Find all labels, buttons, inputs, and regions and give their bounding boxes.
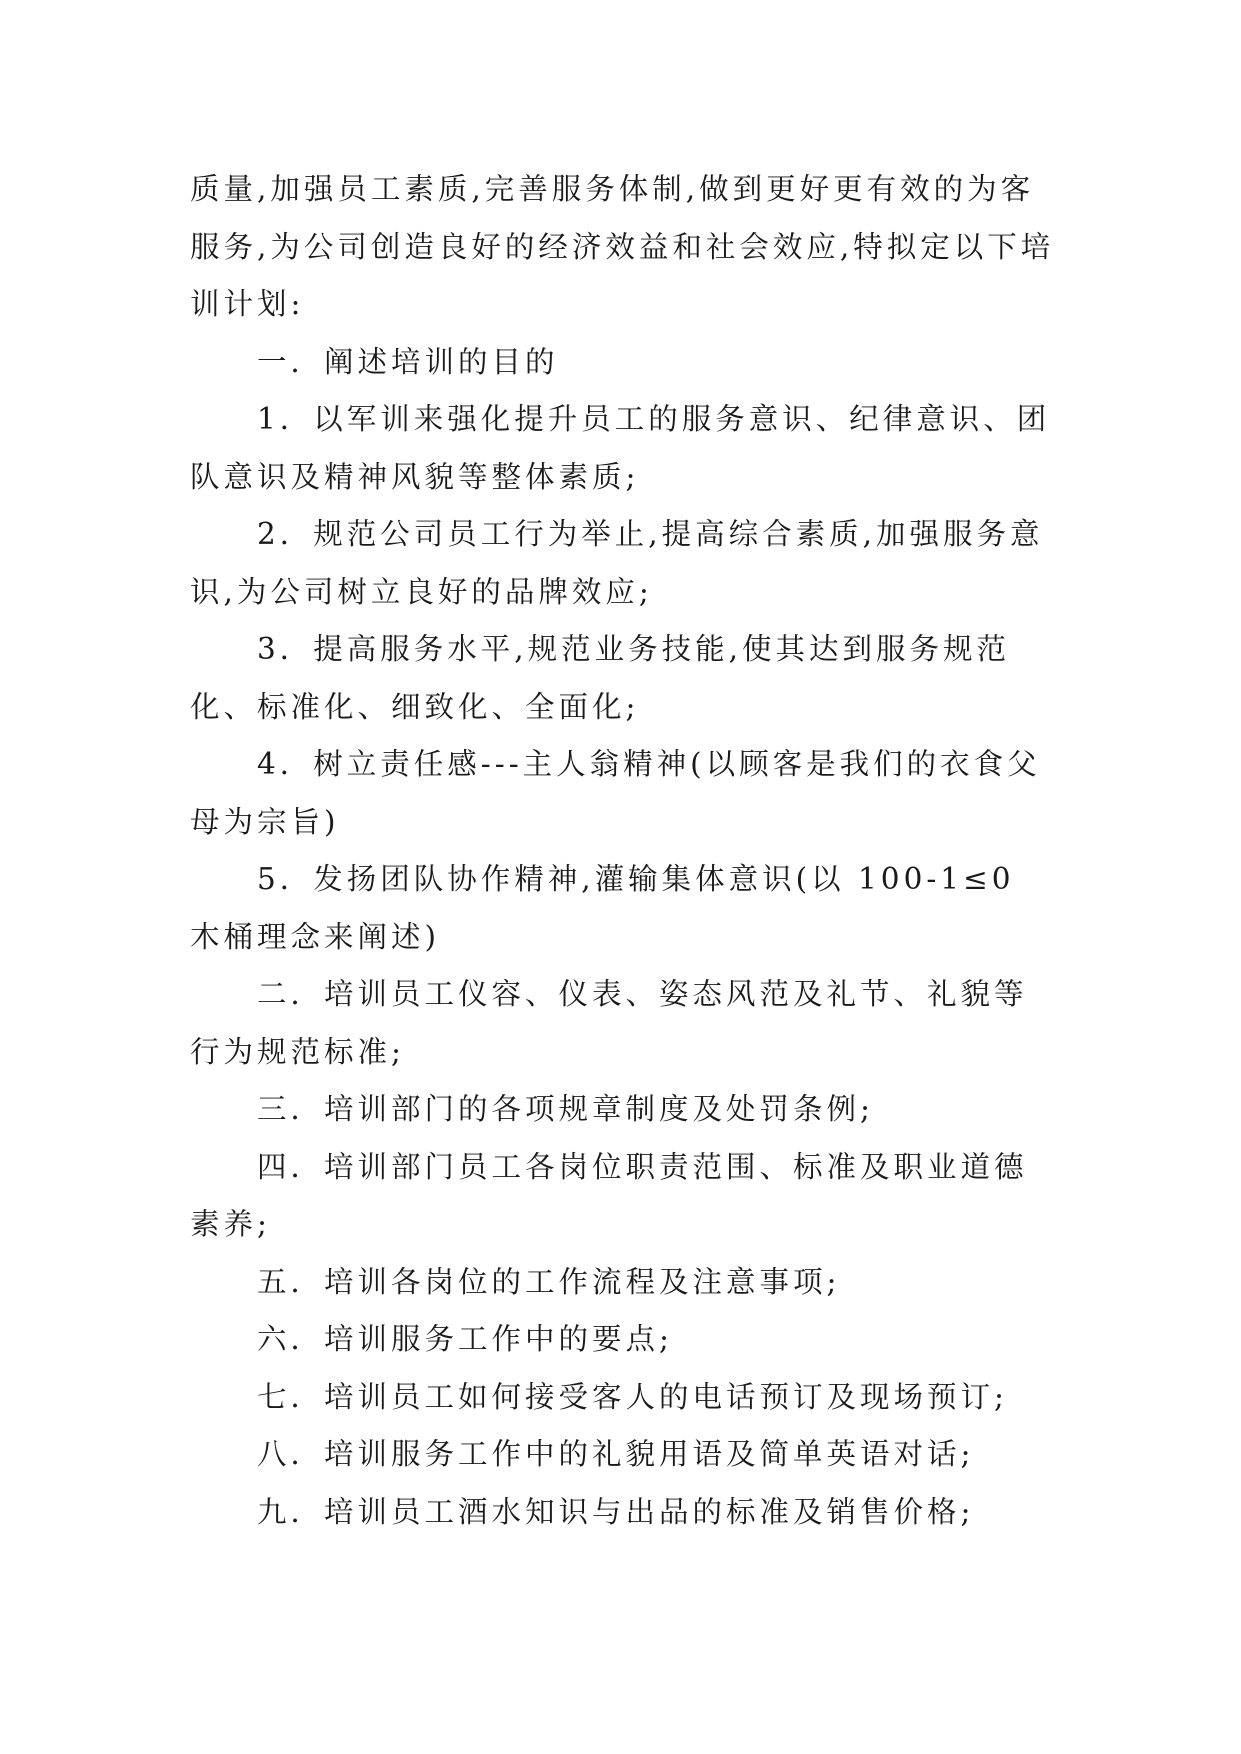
section-heading-4: 四．培训部门员工各岗位职责范围、标准及职业道德素养;: [190, 1149, 1028, 1241]
section-heading-8: 八．培训服务工作中的礼貌用语及简单英语对话;: [190, 1437, 975, 1471]
document-body: [190, 161, 1060, 1541]
list-item-1: 1．以军训来强化提升员工的服务意识、纪律意识、团队意识及精神风貌等整体素质;: [190, 402, 1051, 494]
section-heading-3: 三．培训部门的各项规章制度及处罚条例;: [190, 1092, 874, 1126]
list-item-4: 4．树立责任感---主人翁精神(以顾客是我们的衣食父母为宗旨): [190, 747, 1041, 839]
section-heading-7: 七．培训员工如何接受客人的电话预订及现场预订;: [190, 1379, 1008, 1414]
section-heading-2: 二．培训员工仪容、仪表、姿态风范及礼节、礼貌等行为规范标准;: [190, 977, 1028, 1069]
section-heading-9: 九．培训员工酒水知识与出品的标准及销售价格;: [190, 1494, 975, 1529]
section-heading-5: 五．培训各岗位的工作流程及注意事项;: [190, 1264, 841, 1299]
section-heading-1: 一．阐述培训的目的: [190, 344, 559, 379]
list-item-5: 5．发扬团队协作精神,灌输集体意识(以 100-1≤0 木桶理念来阐述): [190, 862, 1028, 954]
list-item-3: 3．提高服务水平,规范业务技能,使其达到服务规范化、标准化、细致化、全面化;: [190, 632, 1011, 724]
list-item-2: 2．规范公司员工行为举止,提高综合素质,加强服务意识,为公司树立良好的品牌效应;: [190, 517, 1044, 609]
section-heading-6: 六．培训服务工作中的要点;: [190, 1322, 673, 1356]
paragraph-intro: 质量,加强员工素质,完善服务体制,做到更好更有效的为客服务,为公司创造良好的经济效益和社会效应,特拟定以下培训计划:: [190, 172, 1055, 321]
